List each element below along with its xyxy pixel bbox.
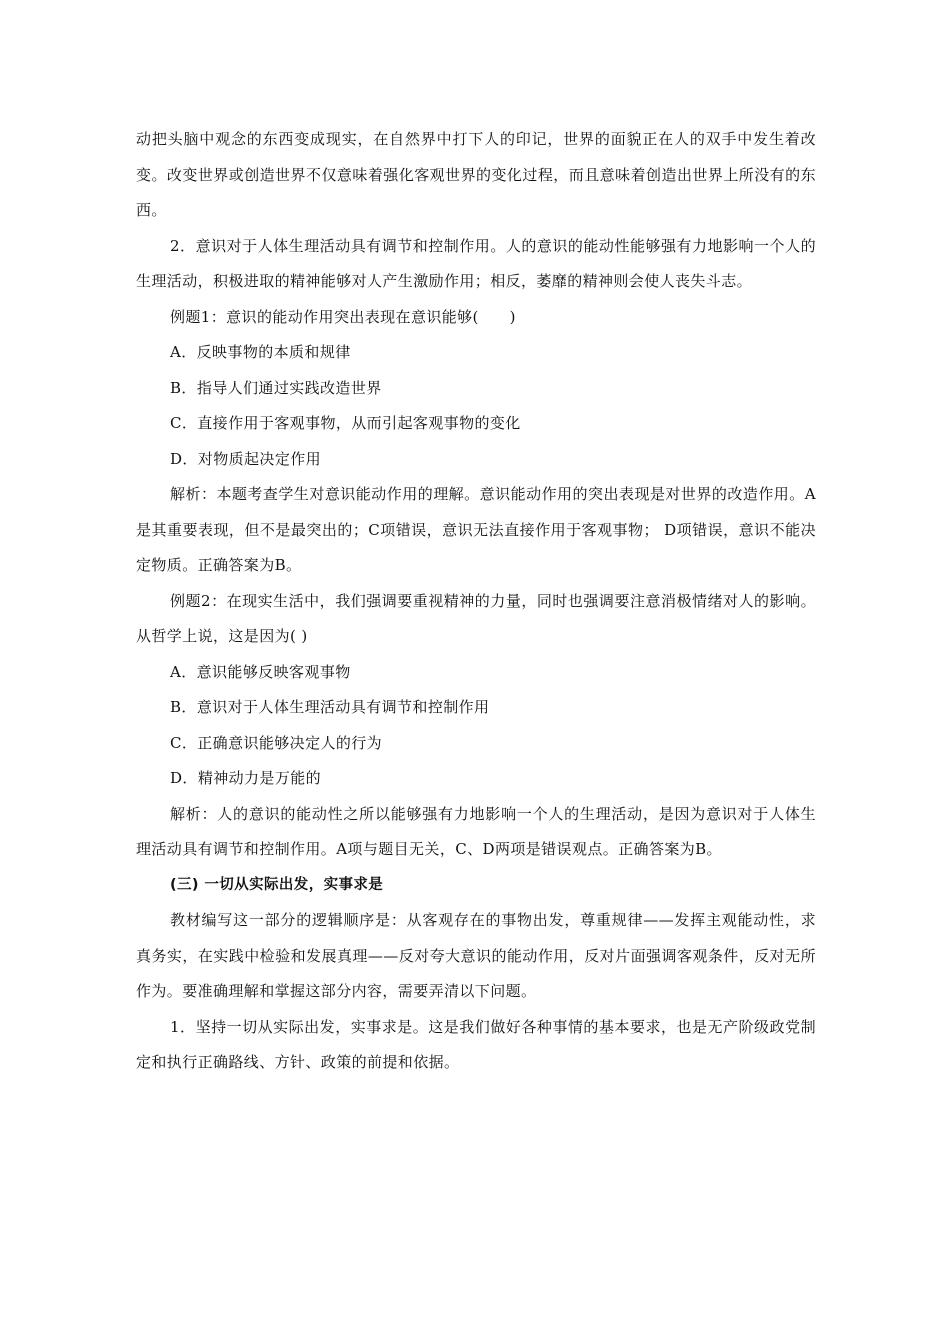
example-2-option-a: A．意识能够反映客观事物	[170, 662, 351, 681]
example-1-option-a: A．反映事物的本质和规律	[170, 343, 351, 361]
example-2-option-b: B．意识对于人体生理活动具有调节和控制作用	[170, 698, 490, 716]
example-2-option-d: D．精神动力是万能的	[170, 769, 322, 787]
example-1-question: 例题1：意识的能动作用突出表现在意识能够( )	[170, 307, 516, 326]
example-2-question: 例题2：在现实生活中，我们强调要重视精神的力量，同时也强调要注意消极情绪对人的影响。从哲学上说，这是因为( )	[136, 591, 816, 645]
example-1-analysis: 解析：本题考查学生对意识能动作用的理解。意识能动作用的突出表现是对世界的改造作用。A是其重要表现，但不是最突出的；C项错误，意识无法直接作用于客观事物； D项错误，意识不能决定物质。正确答案为B。	[136, 485, 816, 574]
section-3-intro: 教材编写这一部分的逻辑顺序是：从客观存在的事物出发，尊重规律——发挥主观能动性，求真务实，在实践中检验和发展真理——反对夸大意识的能动作用，反对片面强调客观条件，反对无所作为。要准确理解和掌握这部分内容，需要弄清以下问题。	[136, 911, 816, 1000]
paragraph-physiological-regulation: 2．意识对于人体生理活动具有调节和控制作用。人的意识的能动性能够强有力地影响一个人的生理活动，积极进取的精神能够对人产生激励作用；相反，萎靡的精神则会使人丧失斗志。	[136, 236, 816, 290]
example-1-option-d: D．对物质起决定作用	[170, 449, 322, 468]
example-2-analysis: 解析：人的意识的能动性之所以能够强有力地影响一个人的生理活动，是因为意识对于人体生理活动具有调节和控制作用。A项与题目无关，C、D两项是错误观点。正确答案为B。	[136, 804, 816, 858]
section-3-heading: (三) 一切从实际出发，实事求是	[170, 876, 384, 893]
example-1-option-b: B．指导人们通过实践改造世界	[170, 378, 382, 397]
section-3-point-1: 1．坚持一切从实际出发，实事求是。这是我们做好各种事情的基本要求，也是无产阶级政党制定和执行正确路线、方针、政策的前提和依据。	[136, 1017, 816, 1071]
document-body	[136, 122, 816, 1081]
paragraph-consciousness-transforms-world: 动把头脑中观念的东西变成现实，在自然界中打下人的印记，世界的面貌正在人的双手中发生着改变。改变世界或创造世界不仅意味着强化客观世界的变化过程，而且意味着创造出世界上所没有的东西。	[136, 130, 816, 219]
example-2-option-c: C．正确意识能够决定人的行为	[170, 733, 383, 752]
example-1-option-c: C．直接作用于客观事物，从而引起客观事物的变化	[170, 414, 521, 432]
